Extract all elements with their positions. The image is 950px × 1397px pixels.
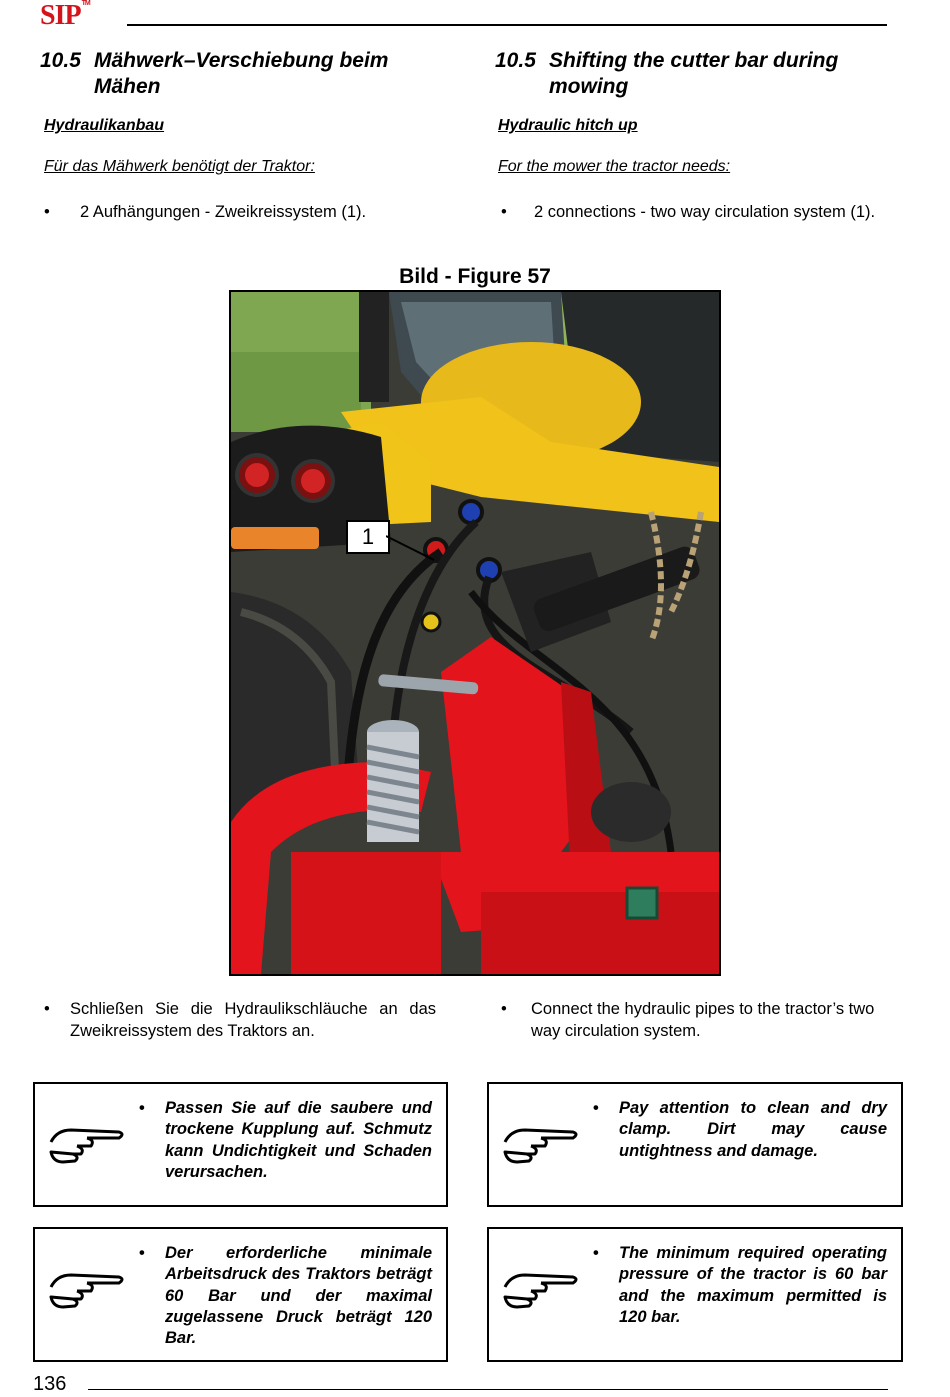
note-text: • Pay attention to clean and dry clamp. Dirt may cause untightness and damage. [593,1099,887,1160]
section-heading-en: 10.5 Shifting the cutter bar during mowing [495,49,839,98]
footer-rule [88,1389,888,1390]
brand-logo: SIP™ [40,0,90,31]
callout-leader-line [386,530,446,570]
pointing-hand-icon [47,1267,127,1313]
pointing-hand-icon [501,1267,581,1313]
section-heading-de: 10.5 Mähwerk–Verschiebung beim Mähen [40,49,389,98]
note-box-en-2 [487,1227,903,1362]
note-box-de-2 [33,1227,448,1362]
figure-caption: Bild - Figure 57 [399,265,551,288]
requirement-intro-de: Für das Mähwerk benötigt der Traktor: [44,158,315,175]
requirement-intro-en: For the mower the tractor needs: [498,158,731,175]
note-box-de-1 [33,1082,448,1207]
pointing-hand-icon [47,1122,127,1168]
header-rule [127,24,887,26]
note-text: • The minimum required operating pressure of the tractor is 60 bar and the maximum permitted is 120 bar. [593,1244,887,1326]
note-text: • Passen Sie auf die saubere und trockene Kupplung auf. Schmutz kann Undichtigkeit und Schaden verursachen. [139,1099,432,1181]
note-text: • Der erforderliche minimale Arbeitsdruck des Traktors beträgt 60 Bar und der maximal zugelassene Druck beträgt 120 Bar. [139,1244,432,1348]
figure-callout: 1 [346,520,390,554]
tractor-hydraulics-illustration [231,292,719,974]
page-number: 136 [33,1373,67,1395]
subheading-en: Hydraulic hitch up [498,117,638,134]
pointing-hand-icon [501,1122,581,1168]
note-box-en-1 [487,1082,903,1207]
figure-photo [229,290,721,976]
subheading-de: Hydraulikanbau [44,117,165,134]
